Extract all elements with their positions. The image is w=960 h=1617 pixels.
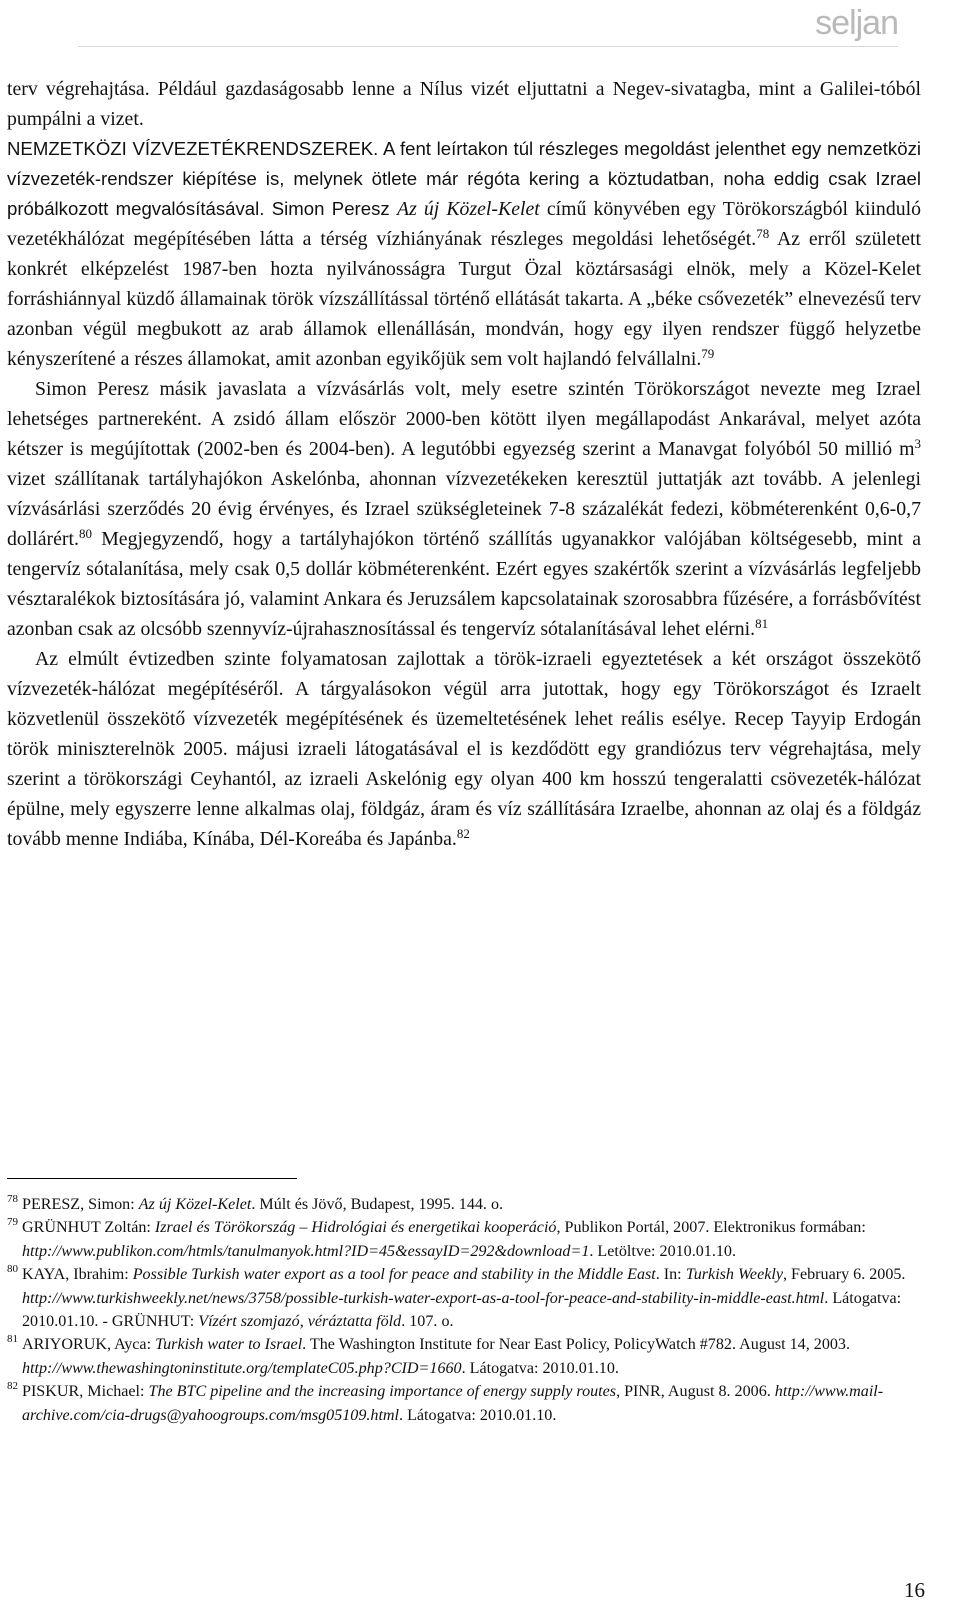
paragraph-3-text-a: Simon Peresz másik javaslata a vízvásárlás volt, mely esetre szintén Törökországot nevezte meg Izrael lehetséges partnereként. A zsidó állam először 2000-ben kötött ilyen megállapodást Ankarával, melyet azóta kétszer is megújítottak (2002-ben és 2004-ben). A legutóbbi egyezség szerint a Manavgat folyóból 50 millió m [7, 378, 921, 460]
footnote-text: . Látogatva: 2010.01.10. [461, 1359, 619, 1377]
footnote-82 [7, 1380, 921, 1427]
footnote-text: PISKUR, Michael: [22, 1383, 149, 1401]
footnote-title: Vízért szomjazó, véráztatta föld [198, 1313, 402, 1331]
publisher-logo: seljan [815, 4, 898, 42]
footnote-78 [7, 1193, 921, 1216]
footnote-text: ARIYORUK, Ayca: [22, 1336, 156, 1354]
footnote-link[interactable]: http://www.thewashingtoninstitute.org/templateC05.php?CID=1660 [22, 1359, 462, 1377]
footnote-ref-79[interactable]: 79 [701, 346, 715, 361]
footnote-number: 79 [7, 1216, 18, 1229]
footnote-text: . Látogatva: 2010.01.10. [399, 1406, 557, 1424]
paragraph-1-text: terv végrehajtása. Például gazdaságosabb lenne a Nílus vizét eljuttatni a Negev-sivatagba, mint a Galilei-tóból pumpálni a vizet. [7, 78, 921, 130]
footnotes [7, 1193, 921, 1427]
footnote-title: Turkish water to Israel [155, 1336, 303, 1354]
footnote-text: . 107. o. [401, 1313, 454, 1331]
footnote-text: . Látogatva: 2010.01.10. - GRÜNHUT: [22, 1289, 902, 1331]
footnote-ref-80[interactable]: 80 [78, 526, 92, 541]
footnote-text: KAYA, Ibrahim: [22, 1266, 133, 1284]
footnote-ref-82[interactable]: 82 [456, 826, 470, 841]
footnote-text: PERESZ, Simon: [22, 1196, 139, 1213]
footnote-text: , Publikon Portál, 2007. Elektronikus formában: [556, 1219, 866, 1237]
footnote-ref-78[interactable]: 78 [756, 226, 770, 241]
footnote-number: 78 [7, 1193, 18, 1205]
footnote-link[interactable]: http://www.publikon.com/htmls/tanulmanyok.html?ID=45&essayID=292&download=1 [22, 1242, 590, 1260]
paragraph-3 [7, 374, 921, 644]
main-text [7, 74, 921, 854]
header-rule [78, 46, 898, 47]
footnote-81 [7, 1333, 921, 1380]
paragraph-2-text-c: Az erről született konkrét elképzelést 1987-ben hozta nyilvánosságra Turgut Özal köztársasági elnök, mely a Közel-Kelet forráshiánnyal küzdő államainak török vízszállítással történő ellátását takarta. A „béke csővezeték” elnevezésű terv azonban végül megbukott az arab államok ellenállásán, mondván, hogy egy ilyen rendszer függő helyzetbe kényszerítené a részes államokat, amit azonban egyikőjük sem volt hajlandó felvállalni. [7, 228, 922, 370]
footnote-separator [7, 1178, 297, 1179]
footnote-text: , February 6. 2005. [782, 1266, 906, 1284]
paragraph-3-text-b: vizet szállítanak tartályhajókon Askelónba, ahonnan vízvezetékeken keresztül juttatják azt tovább. A jelenlegi vízvásárlási szerződés 20 évig érvényes, és Izrael szükségleteinek 7-8 százalékát fedezi, köbméterenként 0,6-0,7 dollárért. [7, 468, 921, 550]
footnote-title: The BTC pipeline and the increasing importance of energy supply routes [148, 1383, 617, 1401]
footnote-number: 82 [7, 1380, 18, 1393]
footnote-text: GRÜNHUT Zoltán: [22, 1219, 155, 1237]
footnote-number: 81 [7, 1333, 18, 1346]
footnote-title: Possible Turkish water export as a tool for peace and stability in the Middle East [132, 1266, 656, 1284]
footnote-text: . Letöltve: 2010.01.10. [589, 1242, 736, 1260]
footnote-link[interactable]: http://www.mail-archive.com/cia-drugs@yahoogroups.com/msg05109.html [22, 1383, 884, 1424]
paragraph-2 [7, 134, 921, 374]
paragraph-2-text-b: című könyvében egy Törökországból kiinduló vezetékhálózat megépítésében látta a térség vízhiányának részleges megoldási lehetőségét. [7, 198, 921, 250]
paragraph-4 [7, 644, 921, 854]
footnote-source: Turkish Weekly [685, 1266, 783, 1284]
section-heading: NEMZETKÖZI VÍZVEZETÉKRENDSZEREK. [7, 138, 379, 159]
footnote-text: , PINR, August 8. 2006. [616, 1383, 775, 1401]
paragraph-1 [7, 74, 921, 134]
footnote-title: Az új Közel-Kelet [138, 1196, 252, 1213]
book-title: Az új Közel-Kelet [396, 198, 540, 220]
footnote-link[interactable]: http://www.turkishweekly.net/news/3758/possible-turkish-water-export-as-a-tool-for-peace-and-stability-in-middle-east.html [22, 1289, 825, 1307]
cubic-superscript: 3 [914, 436, 921, 451]
paragraph-4-text: Az elmúlt évtizedben szinte folyamatosan zajlottak a török-izraeli egyeztetések a két országot összekötő vízvezeték-hálózat megépítéséről. A tárgyalásokon végül arra jutottak, hogy egy Törökországot és Izraelt közvetlenül összekötő vízvezeték megépítésének és üzemeltetésének lehet reális esélye. Recep Tayyip Erdogán török miniszterelnök 2005. májusi izraeli látogatásával el is kezdődött egy grandiózus terv végrehajtása, mely szerint a törökországi Ceyhantól, az izraeli Askelónig egy olyan 400 km hosszú tengeralatti csövezeték-hálózat épülne, mely egyszerre lenne alkalmas olaj, földgáz, áram és víz szállítására Izraelbe, ahonnan az olaj és a földgáz tovább menne Indiába, Kínába, Dél-Koreába és Japánba. [7, 648, 921, 850]
footnote-ref-81[interactable]: 81 [755, 616, 769, 631]
paragraph-3-text-c: Megjegyzendő, hogy a tartályhajókon történő szállítás ugyanakkor valójában költségesebb, mint a tengervíz sótalanítása, mely csak 0,5 dollár köbméterenként. Ezért egyes szakértők szerint a vízvásárlás legfeljebb vésztaralékok biztosítására jó, valamint Ankara és Jeruzsálem kapcsolatainak szorosabbra fűzésére, a forrásbővítést azonban csak az olcsóbb szennyvíz-újrahasznosítással és tengervíz sótalanításával lehet elérni. [7, 528, 921, 640]
footnote-title: Izrael és Törökország – Hidrológiai és energetikai kooperáció [154, 1219, 557, 1237]
footnote-text: . The Washington Institute for Near East Policy, PolicyWatch #782. August 14, 2003. [302, 1336, 850, 1354]
paragraph-2-text-a: A fent leírtakon túl részleges megoldást jelenthet egy nemzetközi vízvezeték-rendszer kiépítése is, melynek ötlete már régóta kering a köztudatban, noha eddig csak Izrael próbálkozott megvalósításával. Simon Peresz [7, 138, 921, 219]
footnote-text: . Múlt és Jövő, Budapest, 1995. 144. o. [251, 1196, 504, 1213]
footnote-80 [7, 1263, 921, 1333]
footnote-number: 80 [7, 1263, 18, 1276]
footnote-text: . In: [655, 1266, 686, 1284]
footnote-79 [7, 1216, 921, 1263]
page-number: 16 [904, 1578, 925, 1602]
